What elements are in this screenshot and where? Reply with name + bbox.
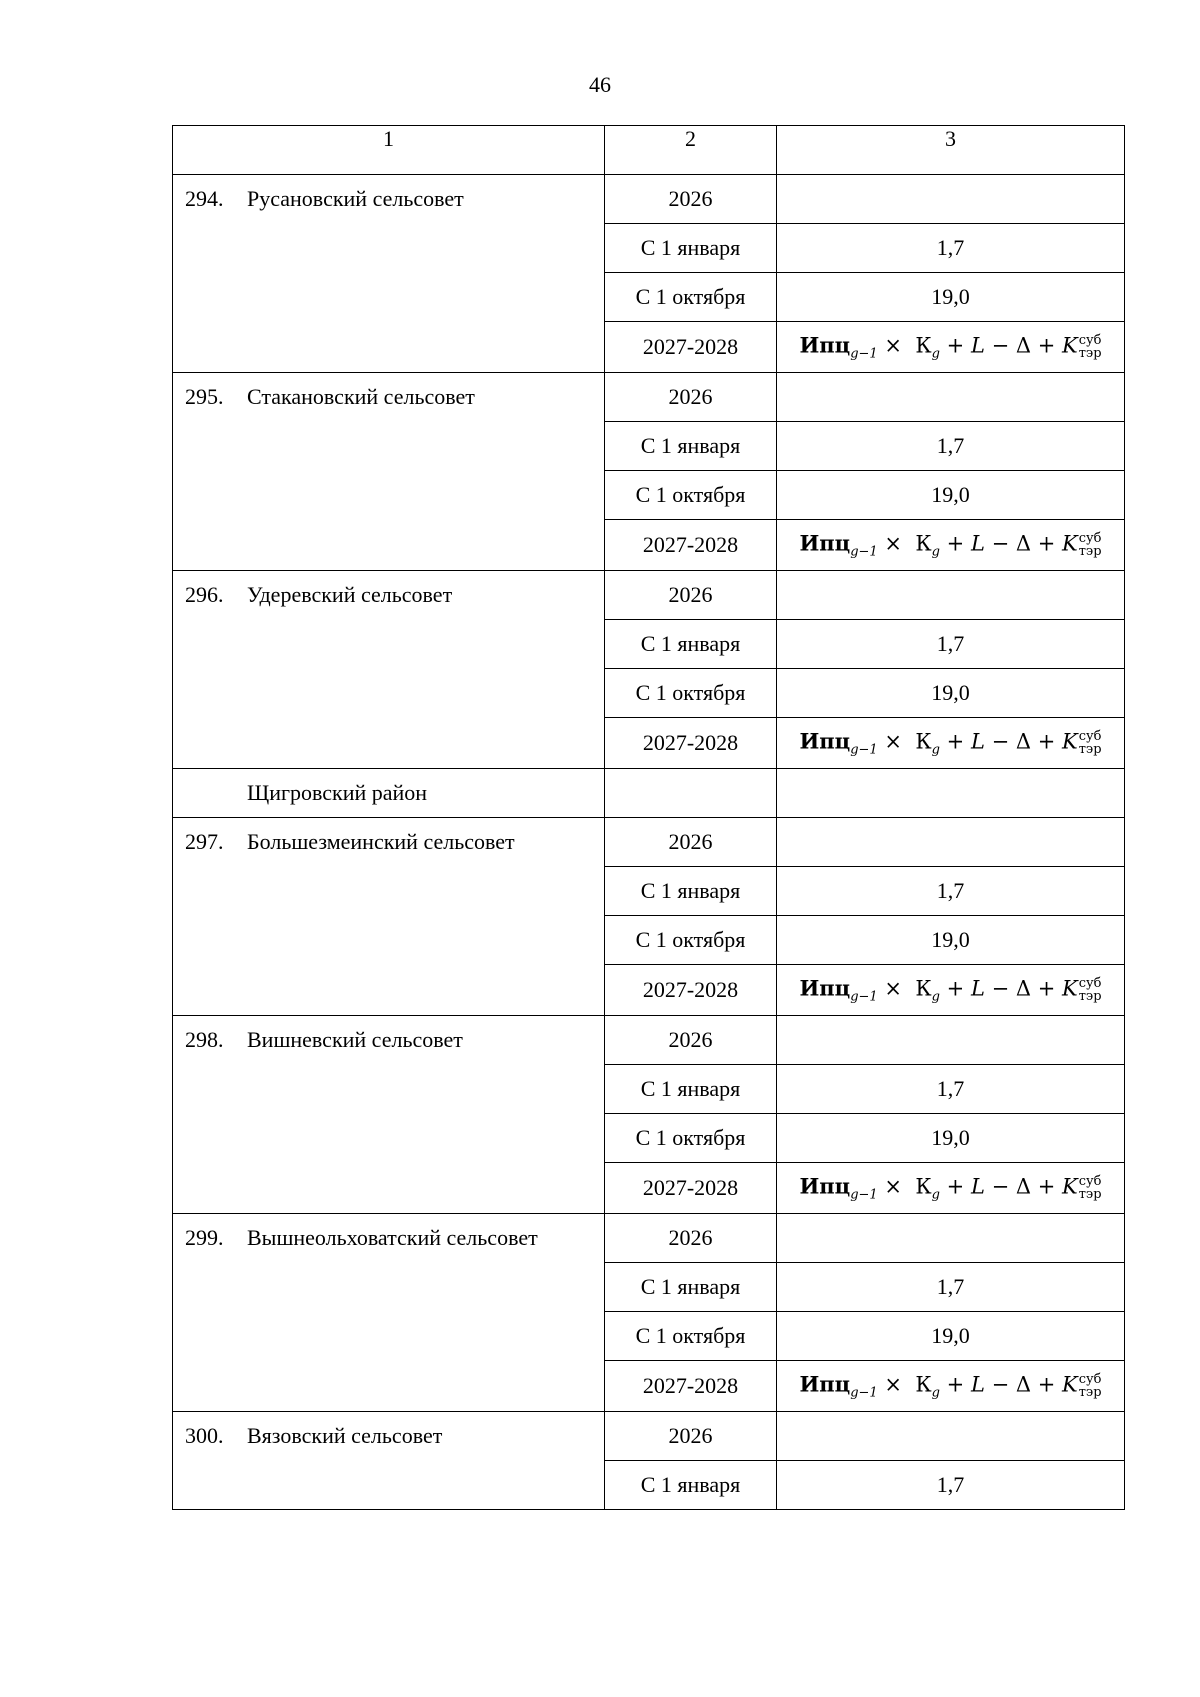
formula-k-sub: g xyxy=(931,743,940,759)
formula-k-sub: g xyxy=(931,347,940,363)
tariff-formula xyxy=(799,334,1101,361)
settlement-name: Вышнеольховатский сельсовет xyxy=(247,1225,538,1250)
formula-plus-2: + xyxy=(1037,1174,1056,1199)
formula-minus: − xyxy=(991,531,1010,556)
formula-minus: − xyxy=(991,976,1010,1001)
formula-times: × xyxy=(884,1174,902,1199)
formula-k: К xyxy=(915,531,932,556)
formula-k: К xyxy=(915,976,932,1001)
value-cell xyxy=(777,175,1125,224)
period-cell: 2026 xyxy=(605,1016,777,1065)
district-name: Щигровский район xyxy=(173,769,605,818)
formula-k-sub: g xyxy=(931,545,940,561)
formula-k2-indices xyxy=(1079,1175,1102,1201)
formula-plus-1: + xyxy=(946,729,965,754)
formula-delta: Δ xyxy=(1015,976,1032,1001)
value-cell: 1,7 xyxy=(777,422,1125,471)
formula-k2-indices xyxy=(1079,730,1102,756)
formula-delta: Δ xyxy=(1015,1174,1032,1199)
period-cell: С 1 января xyxy=(605,620,777,669)
formula-k2-sub: тэр xyxy=(1078,1187,1102,1203)
formula-k2: K xyxy=(1062,729,1078,754)
header-col-1: 1 xyxy=(173,126,605,175)
value-cell: 1,7 xyxy=(777,1461,1125,1510)
formula-plus-1: + xyxy=(946,1174,965,1199)
settlement-cell xyxy=(173,818,605,1016)
period-cell: С 1 октября xyxy=(605,273,777,322)
formula-delta: Δ xyxy=(1015,729,1032,754)
formula-plus-2: + xyxy=(1037,729,1056,754)
empty-cell xyxy=(605,769,777,818)
period-cell: С 1 января xyxy=(605,1263,777,1312)
period-cell: С 1 января xyxy=(605,422,777,471)
settlement-cell xyxy=(173,1214,605,1412)
period-cell: 2027-2028 xyxy=(605,520,777,571)
row-number: 295. xyxy=(185,384,224,409)
tariff-formula xyxy=(799,977,1101,1004)
formula-k: К xyxy=(915,729,932,754)
formula-plus-1: + xyxy=(946,1372,965,1397)
tariff-formula xyxy=(799,532,1101,559)
formula-k2-sup: суб xyxy=(1078,1174,1102,1190)
formula-k2: K xyxy=(1062,976,1078,1001)
settlement-name: Стакановский сельсовет xyxy=(247,384,475,409)
period-cell: 2026 xyxy=(605,571,777,620)
period-cell: 2026 xyxy=(605,1412,777,1461)
settlement-name: Вишневский сельсовет xyxy=(247,1027,463,1052)
settlement-name: Русановский сельсовет xyxy=(247,186,464,211)
formula-ipc-sub: g−1 xyxy=(850,347,878,363)
formula-k2-sup: суб xyxy=(1078,333,1102,349)
formula-k-sub: g xyxy=(931,1386,940,1402)
formula-l: L xyxy=(970,1174,985,1199)
formula-minus: − xyxy=(991,333,1010,358)
settlement-cell xyxy=(173,373,605,571)
formula-ipc: Ипц xyxy=(799,1371,851,1397)
formula-times: × xyxy=(884,1372,902,1397)
period-cell: С 1 января xyxy=(605,867,777,916)
settlement-cell xyxy=(173,571,605,769)
table-row xyxy=(173,175,1125,224)
formula-k-sub: g xyxy=(931,990,940,1006)
formula-l: L xyxy=(970,1372,985,1397)
formula-cell xyxy=(777,718,1125,769)
period-cell: 2026 xyxy=(605,373,777,422)
header-row xyxy=(173,126,1125,175)
period-cell: 2026 xyxy=(605,1214,777,1263)
period-cell: 2026 xyxy=(605,175,777,224)
row-number: 299. xyxy=(185,1225,224,1250)
tariff-formula xyxy=(799,730,1101,757)
value-cell xyxy=(777,1214,1125,1263)
formula-times: × xyxy=(884,729,902,754)
formula-k2-indices xyxy=(1079,334,1102,360)
formula-k2-sup: суб xyxy=(1078,729,1102,745)
period-cell: С 1 января xyxy=(605,1461,777,1510)
formula-times: × xyxy=(884,333,902,358)
formula-k2-sup: суб xyxy=(1078,1372,1102,1388)
formula-ipc: Ипц xyxy=(799,1173,851,1199)
period-cell: 2027-2028 xyxy=(605,965,777,1016)
formula-plus-1: + xyxy=(946,531,965,556)
row-number: 297. xyxy=(185,829,224,854)
value-cell: 19,0 xyxy=(777,1114,1125,1163)
formula-k2-sub: тэр xyxy=(1078,742,1102,758)
formula-minus: − xyxy=(991,1174,1010,1199)
period-cell: С 1 января xyxy=(605,1065,777,1114)
period-cell: С 1 января xyxy=(605,224,777,273)
formula-ipc: Ипц xyxy=(799,530,851,556)
value-cell: 1,7 xyxy=(777,867,1125,916)
value-cell: 19,0 xyxy=(777,669,1125,718)
formula-minus: − xyxy=(991,729,1010,754)
value-cell: 1,7 xyxy=(777,1263,1125,1312)
formula-l: L xyxy=(970,333,985,358)
table-row xyxy=(173,818,1125,867)
formula-k2-sub: тэр xyxy=(1078,346,1102,362)
value-cell xyxy=(777,1016,1125,1065)
row-number: 294. xyxy=(185,186,224,211)
formula-k2-sub: тэр xyxy=(1078,989,1102,1005)
formula-k2-sub: тэр xyxy=(1078,1385,1102,1401)
formula-plus-2: + xyxy=(1037,333,1056,358)
formula-k2: K xyxy=(1062,333,1078,358)
period-cell: С 1 октября xyxy=(605,471,777,520)
period-cell: С 1 октября xyxy=(605,916,777,965)
value-cell: 19,0 xyxy=(777,273,1125,322)
formula-plus-2: + xyxy=(1037,531,1056,556)
formula-ipc-sub: g−1 xyxy=(850,743,878,759)
table-row xyxy=(173,373,1125,422)
formula-k2: K xyxy=(1062,531,1078,556)
formula-l: L xyxy=(970,729,985,754)
value-cell: 19,0 xyxy=(777,1312,1125,1361)
formula-k2-indices xyxy=(1079,1373,1102,1399)
formula-minus: − xyxy=(991,1372,1010,1397)
table-row xyxy=(173,1412,1125,1461)
formula-delta: Δ xyxy=(1015,1372,1032,1397)
formula-ipc: Ипц xyxy=(799,332,851,358)
formula-times: × xyxy=(884,976,902,1001)
value-cell xyxy=(777,818,1125,867)
table-row xyxy=(173,571,1125,620)
formula-delta: Δ xyxy=(1015,531,1032,556)
period-cell: С 1 октября xyxy=(605,669,777,718)
period-cell: 2026 xyxy=(605,818,777,867)
formula-ipc: Ипц xyxy=(799,728,851,754)
value-cell xyxy=(777,571,1125,620)
settlement-cell xyxy=(173,1412,605,1510)
header-col-2: 2 xyxy=(605,126,777,175)
formula-k: К xyxy=(915,1372,932,1397)
formula-plus-1: + xyxy=(946,333,965,358)
settlement-cell xyxy=(173,1016,605,1214)
formula-k2-sub: тэр xyxy=(1078,544,1102,560)
settlement-name: Вязовский сельсовет xyxy=(247,1423,443,1448)
formula-k: К xyxy=(915,1174,932,1199)
formula-ipc-sub: g−1 xyxy=(850,990,878,1006)
value-cell: 1,7 xyxy=(777,620,1125,669)
value-cell: 19,0 xyxy=(777,471,1125,520)
formula-ipc-sub: g−1 xyxy=(850,1188,878,1204)
row-number: 298. xyxy=(185,1027,224,1052)
formula-cell xyxy=(777,1361,1125,1412)
tariff-formula xyxy=(799,1373,1101,1400)
period-cell: С 1 октября xyxy=(605,1312,777,1361)
formula-plus-2: + xyxy=(1037,976,1056,1001)
settlement-name: Большезмеинский сельсовет xyxy=(247,829,515,854)
period-cell: 2027-2028 xyxy=(605,1361,777,1412)
value-cell xyxy=(777,1412,1125,1461)
formula-l: L xyxy=(970,531,985,556)
header-col-3: 3 xyxy=(777,126,1125,175)
row-number: 296. xyxy=(185,582,224,607)
value-cell: 1,7 xyxy=(777,1065,1125,1114)
formula-k: К xyxy=(915,333,932,358)
tariff-table xyxy=(172,125,1125,1510)
period-cell: 2027-2028 xyxy=(605,718,777,769)
formula-cell xyxy=(777,322,1125,373)
formula-k-sub: g xyxy=(931,1188,940,1204)
empty-cell xyxy=(777,769,1125,818)
formula-ipc-sub: g−1 xyxy=(850,1386,878,1402)
formula-k2-sup: суб xyxy=(1078,531,1102,547)
row-number: 300. xyxy=(185,1423,224,1448)
formula-cell xyxy=(777,1163,1125,1214)
formula-delta: Δ xyxy=(1015,333,1032,358)
formula-k2-indices xyxy=(1079,532,1102,558)
settlement-cell xyxy=(173,175,605,373)
period-cell: С 1 октября xyxy=(605,1114,777,1163)
formula-k2-sup: суб xyxy=(1078,976,1102,992)
table-row xyxy=(173,1214,1125,1263)
formula-times: × xyxy=(884,531,902,556)
tariff-formula xyxy=(799,1175,1101,1202)
period-cell: 2027-2028 xyxy=(605,1163,777,1214)
table-body xyxy=(173,126,1125,1510)
formula-ipc-sub: g−1 xyxy=(850,545,878,561)
formula-plus-2: + xyxy=(1037,1372,1056,1397)
formula-plus-1: + xyxy=(946,976,965,1001)
formula-ipc: Ипц xyxy=(799,975,851,1001)
formula-cell xyxy=(777,520,1125,571)
value-cell xyxy=(777,373,1125,422)
value-cell: 1,7 xyxy=(777,224,1125,273)
value-cell: 19,0 xyxy=(777,916,1125,965)
page-number: 46 xyxy=(589,72,611,97)
formula-k2: K xyxy=(1062,1372,1078,1397)
formula-k2: K xyxy=(1062,1174,1078,1199)
formula-l: L xyxy=(970,976,985,1001)
formula-k2-indices xyxy=(1079,977,1102,1003)
settlement-name: Удеревский сельсовет xyxy=(247,582,453,607)
district-row xyxy=(173,769,1125,818)
period-cell: 2027-2028 xyxy=(605,322,777,373)
formula-cell xyxy=(777,965,1125,1016)
table-row xyxy=(173,1016,1125,1065)
